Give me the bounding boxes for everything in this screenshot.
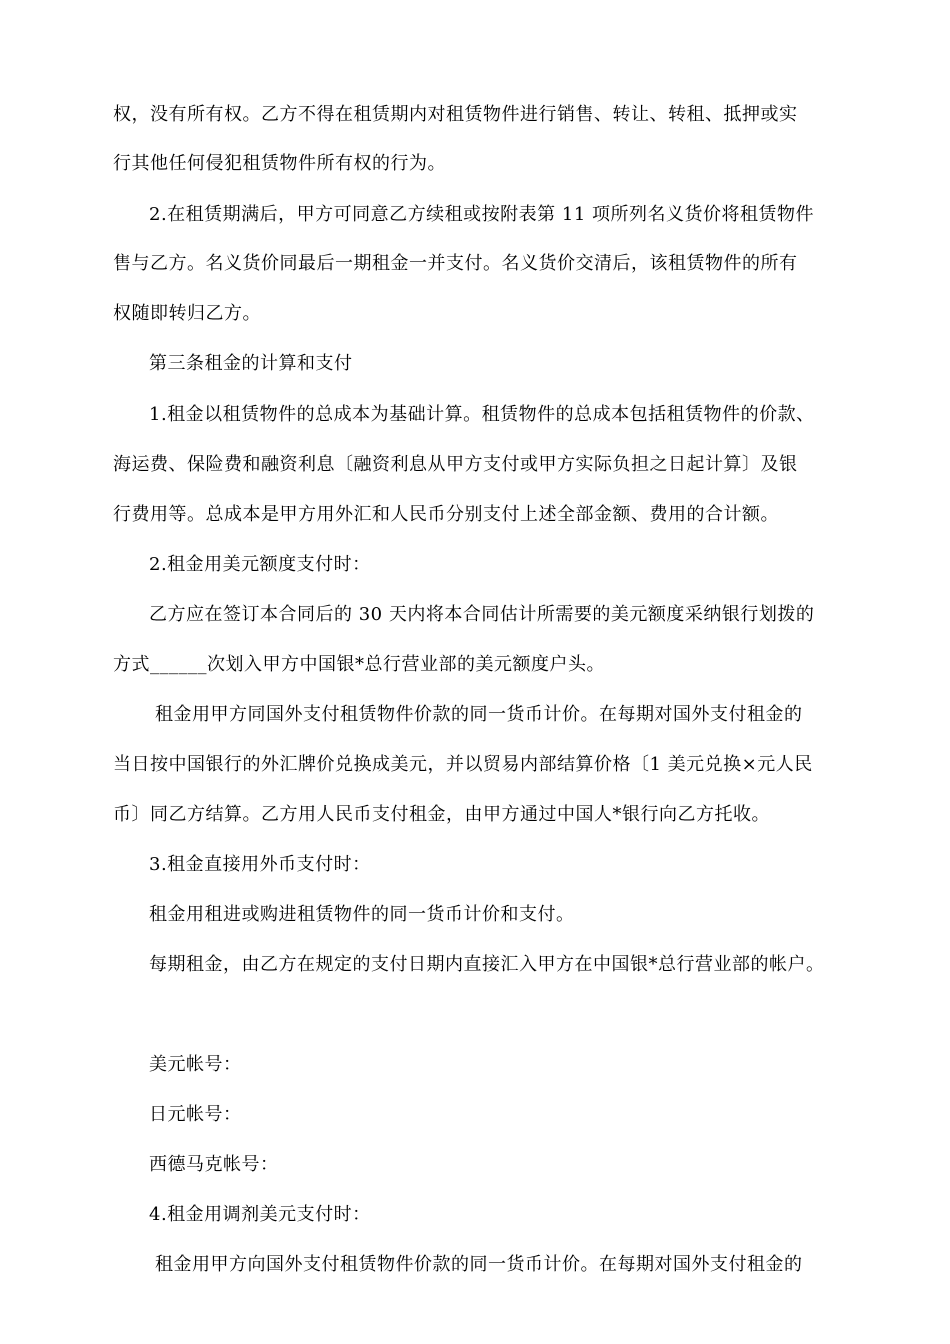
paragraph-line: 行其他任何侵犯租赁物件所有权的行为。 — [113, 153, 446, 174]
paragraph-line: 租金用甲方向国外支付租赁物件价款的同一货币计价。在每期对国外支付租金的 — [155, 1254, 803, 1275]
paragraph-line: 乙方应在签订本合同后的 30 天内将本合同估计所需要的美元额度采纳银行划拨的 — [149, 604, 815, 625]
paragraph-line: 3.租金直接用外币支付时： — [149, 854, 371, 875]
account-label-jpy: 日元帐号： — [149, 1104, 242, 1125]
paragraph-line: 行费用等。总成本是甲方用外汇和人民币分别支付上述全部金额、费用的合计额。 — [113, 504, 779, 525]
section-heading: 第三条租金的计算和支付 — [149, 353, 353, 374]
paragraph-line: 每期租金，由乙方在规定的支付日期内直接汇入甲方在中国银*总行营业部的帐户。 — [149, 954, 825, 975]
paragraph-line: 币〕同乙方结算。乙方用人民币支付租金，由甲方通过中国人*银行向乙方托收。 — [113, 804, 770, 825]
paragraph-line: 2.在租赁期满后，甲方可同意乙方续租或按附表第 11 项所列名义货价将租赁物件 — [149, 204, 815, 225]
paragraph-line: 权，没有所有权。乙方不得在租赁期内对租赁物件进行销售、转让、转租、抵押或实 — [113, 104, 798, 125]
account-label-dem: 西德马克帐号： — [149, 1154, 279, 1175]
paragraph-line: 1.租金以租赁物件的总成本为基础计算。租赁物件的总成本包括租赁物件的价款、 — [149, 404, 815, 425]
paragraph-line: 海运费、保险费和融资利息〔融资利息从甲方支付或甲方实际负担之日起计算〕及银 — [113, 454, 798, 475]
paragraph-line: 租金用甲方同国外支付租赁物件价款的同一货币计价。在每期对国外支付租金的 — [155, 704, 803, 725]
paragraph-line: 售与乙方。名义货价同最后一期租金一并支付。名义货价交清后，该租赁物件的所有 — [113, 253, 798, 274]
paragraph-line: 当日按中国银行的外汇牌价兑换成美元，并以贸易内部结算价格〔1 美元兑换×元人民 — [113, 754, 813, 775]
paragraph-line: 4.租金用调剂美元支付时： — [149, 1204, 371, 1225]
account-label-usd: 美元帐号： — [149, 1054, 242, 1075]
paragraph-line: 租金用租进或购进租赁物件的同一货币计价和支付。 — [149, 904, 575, 925]
paragraph-line: 方式______次划入甲方中国银*总行营业部的美元额度户头。 — [113, 654, 605, 675]
paragraph-line: 权随即转归乙方。 — [113, 303, 261, 324]
paragraph-line: 2.租金用美元额度支付时： — [149, 554, 371, 575]
